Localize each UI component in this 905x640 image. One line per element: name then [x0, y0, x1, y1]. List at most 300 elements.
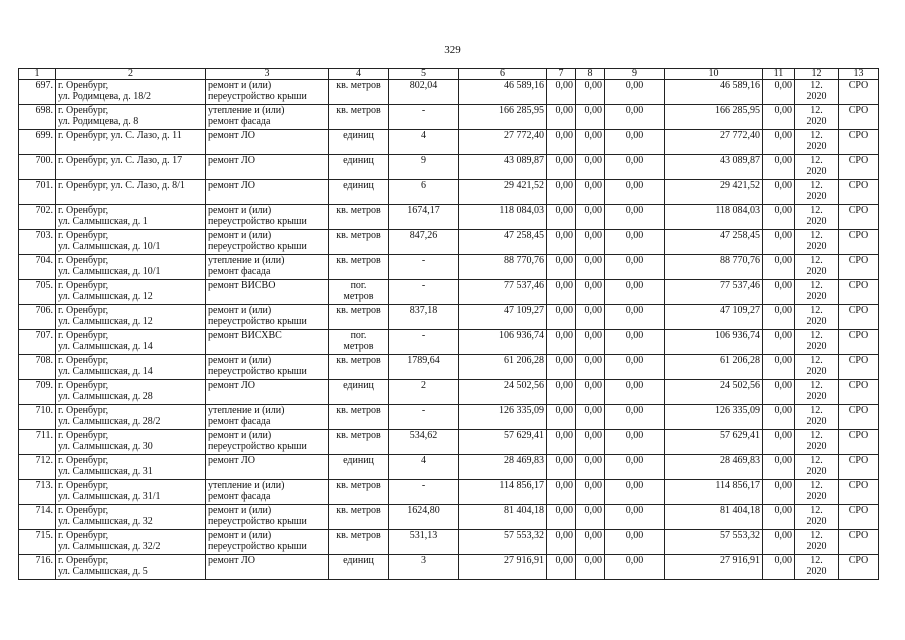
method-cell: СРО: [839, 255, 879, 280]
col11-cell: 0,00: [763, 355, 795, 380]
date-part: 12.: [810, 405, 823, 416]
cost-cell: 27 772,40: [459, 130, 547, 155]
table-row: [19, 480, 879, 505]
address-line: ул. Салмышская, д. 1: [58, 216, 148, 227]
work-type-cell: [206, 330, 329, 355]
volume-cell: 4: [389, 455, 459, 480]
col11-cell: 0,00: [763, 130, 795, 155]
work-type-line: ремонт ЛО: [208, 555, 255, 566]
unit-line: единиц: [343, 155, 374, 166]
date-part: 2020: [806, 416, 827, 427]
work-type-cell: [206, 230, 329, 255]
cost-cell: 57 553,32: [459, 530, 547, 555]
address-cell: [56, 330, 206, 355]
method-cell: СРО: [839, 530, 879, 555]
table-row: [19, 555, 879, 580]
row-number: 701.: [19, 180, 56, 205]
address-line: ул. Салмышская, д. 5: [58, 566, 148, 577]
col8-cell: 0,00: [576, 155, 605, 180]
address-cell: [56, 130, 206, 155]
unit-line: кв. метров: [336, 305, 381, 316]
date-part: 12.: [810, 305, 823, 316]
address-line: г. Оренбург, ул. С. Лазо, д. 11: [58, 130, 182, 141]
unit-cell: [329, 330, 389, 355]
date-part: 12.: [810, 130, 823, 141]
table-row: [19, 330, 879, 355]
address-line: г. Оренбург, ул. С. Лазо, д. 8/1: [58, 180, 185, 191]
work-type-cell: [206, 80, 329, 105]
col8-cell: 0,00: [576, 405, 605, 430]
total-cell: 29 421,52: [665, 180, 763, 205]
work-type-cell: [206, 530, 329, 555]
unit-cell: [329, 130, 389, 155]
unit-cell: [329, 80, 389, 105]
total-cell: 43 089,87: [665, 155, 763, 180]
cost-cell: 28 469,83: [459, 455, 547, 480]
column-header-6: 6: [459, 69, 547, 80]
col9-cell: 0,00: [605, 480, 665, 505]
address-line: г. Оренбург,: [58, 555, 109, 566]
work-type-line: переустройство крыши: [208, 216, 307, 227]
col11-cell: 0,00: [763, 255, 795, 280]
unit-cell: [329, 530, 389, 555]
method-cell: СРО: [839, 455, 879, 480]
col11-cell: 0,00: [763, 280, 795, 305]
unit-line: кв. метров: [336, 230, 381, 241]
table-row: [19, 130, 879, 155]
col9-cell: 0,00: [605, 430, 665, 455]
unit-line: кв. метров: [336, 355, 381, 366]
date-part: 2020: [806, 241, 827, 252]
unit-line: кв. метров: [336, 530, 381, 541]
date-cell: [795, 530, 839, 555]
address-line: г. Оренбург,: [58, 380, 109, 391]
col9-cell: 0,00: [605, 330, 665, 355]
address-cell: [56, 380, 206, 405]
table-row: [19, 255, 879, 280]
col8-cell: 0,00: [576, 130, 605, 155]
date-cell: [795, 430, 839, 455]
work-type-line: ремонт и (или): [208, 305, 272, 316]
row-number: 712.: [19, 455, 56, 480]
date-cell: [795, 180, 839, 205]
date-cell: [795, 155, 839, 180]
volume-cell: -: [389, 330, 459, 355]
work-type-line: переустройство крыши: [208, 366, 307, 377]
date-part: 2020: [806, 116, 827, 127]
address-cell: [56, 155, 206, 180]
work-type-cell: [206, 180, 329, 205]
date-part: 12.: [810, 205, 823, 216]
col9-cell: 0,00: [605, 255, 665, 280]
volume-cell: -: [389, 280, 459, 305]
cost-cell: 106 936,74: [459, 330, 547, 355]
work-type-cell: [206, 505, 329, 530]
unit-line: единиц: [343, 555, 374, 566]
total-cell: 27 916,91: [665, 555, 763, 580]
unit-cell: [329, 255, 389, 280]
method-cell: СРО: [839, 480, 879, 505]
col11-cell: 0,00: [763, 305, 795, 330]
unit-line: пог.: [350, 330, 367, 341]
method-cell: СРО: [839, 555, 879, 580]
col7-cell: 0,00: [547, 105, 576, 130]
address-line: г. Оренбург,: [58, 455, 109, 466]
row-number: 698.: [19, 105, 56, 130]
total-cell: 77 537,46: [665, 280, 763, 305]
volume-cell: 9: [389, 155, 459, 180]
col8-cell: 0,00: [576, 305, 605, 330]
work-type-cell: [206, 305, 329, 330]
date-part: 12.: [810, 280, 823, 291]
work-type-line: ремонт ЛО: [208, 130, 255, 141]
col11-cell: 0,00: [763, 180, 795, 205]
address-line: г. Оренбург,: [58, 530, 109, 541]
col9-cell: 0,00: [605, 180, 665, 205]
col7-cell: 0,00: [547, 530, 576, 555]
col7-cell: 0,00: [547, 330, 576, 355]
unit-cell: [329, 355, 389, 380]
col8-cell: 0,00: [576, 280, 605, 305]
address-cell: [56, 530, 206, 555]
table-row: [19, 405, 879, 430]
col9-cell: 0,00: [605, 205, 665, 230]
col9-cell: 0,00: [605, 530, 665, 555]
address-line: ул. Салмышская, д. 31: [58, 466, 153, 477]
col9-cell: 0,00: [605, 405, 665, 430]
col7-cell: 0,00: [547, 130, 576, 155]
row-number: 709.: [19, 380, 56, 405]
address-line: г. Оренбург,: [58, 205, 109, 216]
table-row: [19, 105, 879, 130]
col8-cell: 0,00: [576, 555, 605, 580]
total-cell: 88 770,76: [665, 255, 763, 280]
date-cell: [795, 480, 839, 505]
address-cell: [56, 80, 206, 105]
row-number: 707.: [19, 330, 56, 355]
method-cell: СРО: [839, 280, 879, 305]
address-line: ул. Салмышская, д. 28: [58, 391, 153, 402]
date-cell: [795, 80, 839, 105]
table-row: [19, 180, 879, 205]
col11-cell: 0,00: [763, 505, 795, 530]
row-number: 700.: [19, 155, 56, 180]
work-type-cell: [206, 130, 329, 155]
table-row: [19, 80, 879, 105]
date-part: 2020: [806, 366, 827, 377]
col9-cell: 0,00: [605, 380, 665, 405]
date-part: 2020: [806, 466, 827, 477]
date-cell: [795, 105, 839, 130]
col11-cell: 0,00: [763, 230, 795, 255]
address-cell: [56, 505, 206, 530]
col8-cell: 0,00: [576, 430, 605, 455]
address-cell: [56, 280, 206, 305]
method-cell: СРО: [839, 405, 879, 430]
col8-cell: 0,00: [576, 455, 605, 480]
date-part: 12.: [810, 155, 823, 166]
unit-line: метров: [343, 291, 374, 302]
cost-cell: 47 258,45: [459, 230, 547, 255]
method-cell: СРО: [839, 205, 879, 230]
col9-cell: 0,00: [605, 555, 665, 580]
total-cell: 81 404,18: [665, 505, 763, 530]
unit-line: кв. метров: [336, 255, 381, 266]
table-row: [19, 155, 879, 180]
col9-cell: 0,00: [605, 105, 665, 130]
date-part: 2020: [806, 341, 827, 352]
address-cell: [56, 480, 206, 505]
work-type-line: ремонт и (или): [208, 205, 272, 216]
cost-cell: 57 629,41: [459, 430, 547, 455]
table-row: [19, 505, 879, 530]
row-number: 714.: [19, 505, 56, 530]
work-type-line: ремонт и (или): [208, 80, 272, 91]
cost-cell: 126 335,09: [459, 405, 547, 430]
unit-line: кв. метров: [336, 205, 381, 216]
date-part: 12.: [810, 330, 823, 341]
col9-cell: 0,00: [605, 155, 665, 180]
cost-cell: 27 916,91: [459, 555, 547, 580]
col11-cell: 0,00: [763, 530, 795, 555]
work-type-line: ремонт фасада: [208, 491, 271, 502]
method-cell: СРО: [839, 230, 879, 255]
unit-cell: [329, 230, 389, 255]
address-line: г. Оренбург,: [58, 230, 109, 241]
work-type-line: ремонт фасада: [208, 116, 271, 127]
address-cell: [56, 305, 206, 330]
table-row: [19, 455, 879, 480]
work-type-line: утепление и (или): [208, 255, 285, 266]
work-type-line: переустройство крыши: [208, 91, 307, 102]
unit-line: пог.: [350, 280, 367, 291]
col11-cell: 0,00: [763, 430, 795, 455]
unit-cell: [329, 205, 389, 230]
column-header-10: 10: [665, 69, 763, 80]
cost-cell: 88 770,76: [459, 255, 547, 280]
cost-cell: 114 856,17: [459, 480, 547, 505]
col7-cell: 0,00: [547, 80, 576, 105]
unit-cell: [329, 105, 389, 130]
address-line: ул. Салмышская, д. 30: [58, 441, 153, 452]
date-part: 2020: [806, 291, 827, 302]
date-cell: [795, 205, 839, 230]
work-type-cell: [206, 355, 329, 380]
total-cell: 126 335,09: [665, 405, 763, 430]
unit-cell: [329, 380, 389, 405]
total-cell: 47 258,45: [665, 230, 763, 255]
col9-cell: 0,00: [605, 505, 665, 530]
date-part: 12.: [810, 255, 823, 266]
work-type-line: ремонт и (или): [208, 230, 272, 241]
date-cell: [795, 355, 839, 380]
date-part: 12.: [810, 530, 823, 541]
work-type-cell: [206, 480, 329, 505]
address-line: ул. Салмышская, д. 32: [58, 516, 153, 527]
work-type-line: ремонт ВИСХВС: [208, 330, 282, 341]
col11-cell: 0,00: [763, 80, 795, 105]
date-part: 12.: [810, 180, 823, 191]
unit-cell: [329, 480, 389, 505]
col9-cell: 0,00: [605, 130, 665, 155]
date-part: 12.: [810, 355, 823, 366]
row-number: 702.: [19, 205, 56, 230]
work-type-line: ремонт ВИСВО: [208, 280, 276, 291]
address-line: г. Оренбург,: [58, 105, 109, 116]
date-cell: [795, 380, 839, 405]
cost-cell: 46 589,16: [459, 80, 547, 105]
address-cell: [56, 105, 206, 130]
table-row: [19, 380, 879, 405]
work-type-line: утепление и (или): [208, 480, 285, 491]
volume-cell: -: [389, 105, 459, 130]
column-header-9: 9: [605, 69, 665, 80]
col7-cell: 0,00: [547, 255, 576, 280]
total-cell: 24 502,56: [665, 380, 763, 405]
address-cell: [56, 455, 206, 480]
address-line: г. Оренбург,: [58, 80, 109, 91]
volume-cell: 802,04: [389, 80, 459, 105]
col7-cell: 0,00: [547, 405, 576, 430]
method-cell: СРО: [839, 430, 879, 455]
page-number: 329: [444, 44, 461, 56]
col7-cell: 0,00: [547, 555, 576, 580]
volume-cell: 1624,80: [389, 505, 459, 530]
col9-cell: 0,00: [605, 80, 665, 105]
method-cell: СРО: [839, 130, 879, 155]
date-cell: [795, 130, 839, 155]
work-type-line: переустройство крыши: [208, 316, 307, 327]
work-type-line: ремонт ЛО: [208, 380, 255, 391]
column-header-11: 11: [763, 69, 795, 80]
total-cell: 27 772,40: [665, 130, 763, 155]
address-line: ул. Салмышская, д. 28/2: [58, 416, 161, 427]
date-cell: [795, 330, 839, 355]
unit-line: кв. метров: [336, 505, 381, 516]
address-line: г. Оренбург,: [58, 505, 109, 516]
total-cell: 106 936,74: [665, 330, 763, 355]
date-cell: [795, 280, 839, 305]
work-type-cell: [206, 555, 329, 580]
col7-cell: 0,00: [547, 155, 576, 180]
work-type-cell: [206, 155, 329, 180]
volume-cell: 837,18: [389, 305, 459, 330]
unit-cell: [329, 305, 389, 330]
volume-cell: 1674,17: [389, 205, 459, 230]
method-cell: СРО: [839, 105, 879, 130]
work-type-cell: [206, 205, 329, 230]
col8-cell: 0,00: [576, 105, 605, 130]
table-row: [19, 205, 879, 230]
date-part: 12.: [810, 380, 823, 391]
volume-cell: -: [389, 405, 459, 430]
date-part: 12.: [810, 430, 823, 441]
work-type-line: утепление и (или): [208, 105, 285, 116]
col7-cell: 0,00: [547, 430, 576, 455]
row-number: 703.: [19, 230, 56, 255]
unit-line: кв. метров: [336, 105, 381, 116]
unit-cell: [329, 405, 389, 430]
column-header-5: 5: [389, 69, 459, 80]
cost-cell: 77 537,46: [459, 280, 547, 305]
date-cell: [795, 555, 839, 580]
address-line: г. Оренбург,: [58, 255, 109, 266]
unit-line: кв. метров: [336, 430, 381, 441]
row-number: 713.: [19, 480, 56, 505]
col7-cell: 0,00: [547, 280, 576, 305]
column-header-4: 4: [329, 69, 389, 80]
work-type-cell: [206, 280, 329, 305]
col11-cell: 0,00: [763, 155, 795, 180]
column-header-3: 3: [206, 69, 329, 80]
date-part: 12.: [810, 230, 823, 241]
address-line: ул. Родимцева, д. 8: [58, 116, 139, 127]
table-row: [19, 305, 879, 330]
col9-cell: 0,00: [605, 455, 665, 480]
volume-cell: -: [389, 255, 459, 280]
date-part: 2020: [806, 91, 827, 102]
work-type-line: переустройство крыши: [208, 516, 307, 527]
address-line: ул. Салмышская, д. 10/1: [58, 241, 161, 252]
date-part: 2020: [806, 266, 827, 277]
unit-cell: [329, 430, 389, 455]
address-line: г. Оренбург,: [58, 280, 109, 291]
date-part: 12.: [810, 455, 823, 466]
unit-cell: [329, 555, 389, 580]
volume-cell: 534,62: [389, 430, 459, 455]
cost-cell: 43 089,87: [459, 155, 547, 180]
date-cell: [795, 455, 839, 480]
unit-cell: [329, 155, 389, 180]
method-cell: СРО: [839, 505, 879, 530]
unit-cell: [329, 280, 389, 305]
col8-cell: 0,00: [576, 330, 605, 355]
date-cell: [795, 230, 839, 255]
address-cell: [56, 255, 206, 280]
address-line: г. Оренбург,: [58, 330, 109, 341]
work-type-line: ремонт и (или): [208, 355, 272, 366]
col7-cell: 0,00: [547, 205, 576, 230]
row-number: 697.: [19, 80, 56, 105]
unit-line: кв. метров: [336, 480, 381, 491]
work-type-line: ремонт ЛО: [208, 155, 255, 166]
col11-cell: 0,00: [763, 105, 795, 130]
volume-cell: -: [389, 480, 459, 505]
unit-cell: [329, 455, 389, 480]
date-part: 2020: [806, 516, 827, 527]
col11-cell: 0,00: [763, 480, 795, 505]
col7-cell: 0,00: [547, 480, 576, 505]
date-part: 12.: [810, 505, 823, 516]
table-row: [19, 280, 879, 305]
date-part: 2020: [806, 566, 827, 577]
col11-cell: 0,00: [763, 555, 795, 580]
address-line: ул. Салмышская, д. 12: [58, 316, 153, 327]
row-number: 704.: [19, 255, 56, 280]
date-part: 12.: [810, 80, 823, 91]
volume-cell: 1789,64: [389, 355, 459, 380]
address-line: г. Оренбург,: [58, 355, 109, 366]
method-cell: СРО: [839, 180, 879, 205]
address-line: ул. Родимцева, д. 18/2: [58, 91, 152, 102]
method-cell: СРО: [839, 305, 879, 330]
col11-cell: 0,00: [763, 455, 795, 480]
date-part: 2020: [806, 541, 827, 552]
total-cell: 114 856,17: [665, 480, 763, 505]
address-line: г. Оренбург, ул. С. Лазо, д. 17: [58, 155, 183, 166]
work-type-line: ремонт и (или): [208, 530, 272, 541]
date-cell: [795, 505, 839, 530]
